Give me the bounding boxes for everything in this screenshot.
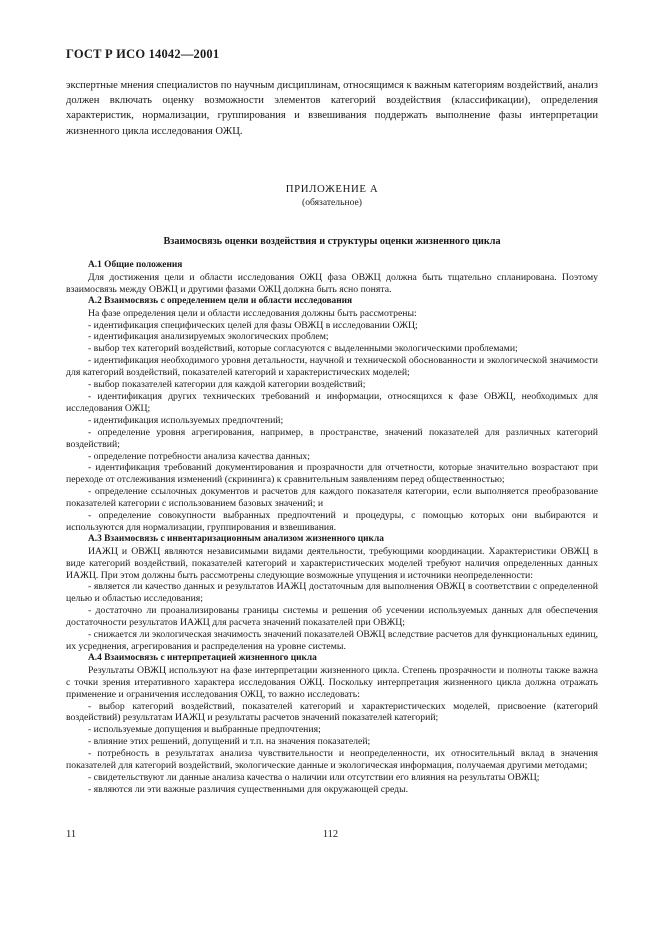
section-heading: А.2 Взаимосвязь с определением цели и области исследования [88,295,353,306]
list-item: - идентификация анализируемых экологических проблем; [88,331,329,343]
paragraph: ИАЖЦ и ОВЖЦ являются независимыми видами деятельности, требующими координации. Характеристики ОВЖЦ в виде категорий воздействий, показателей категорий и характеристических моделей требуют наличия определенных данных ИАЖЦ. При этом должны быть рассмотрены следующие возможные упущения и источники неопределенности: [66,545,598,581]
list-item: - определение уровня агрегирования, например, в пространстве, значений показателей для различных категорий воздействий; [66,426,598,450]
list-item: - являются ли эти важные различия существенными для окружающей среды. [88,783,409,795]
section-heading: А.1 Общие положения [88,260,183,270]
list-item: - определение потребности анализа качества данных; [88,450,310,462]
section-heading: А.4 Взаимосвязь с интерпретацией жизненного цикла [88,652,317,663]
footer-left-number: 11 [66,829,77,840]
page-number: 112 [322,829,339,840]
list-item: - достаточно ли проанализированы границы системы и решения об усечении используемых данных для обеспечения достаточности результатов ИАЖЦ для расчета значений показателей при ОВЖЦ; [66,605,598,629]
annex-block [66,183,598,209]
list-item: - влияние этих решений, допущений и т.п. на значения показателей; [88,736,371,748]
annex-status: (обязательное) [302,197,362,208]
list-item: - идентификация требований документирования и прозрачности для отчетности, которые значительно возрастают при переходе от отслеживания изменений (скрининга) к сравнительным заявлениям перед общественностью; [66,462,598,486]
section-heading: А.3 Взаимосвязь с инвентаризационным анализом жизненного цикла [88,533,384,544]
list-item: - идентификация других технических требований и информации, относящихся к фазе ОВЖЦ, необходимых для исследования ОЖЦ; [66,390,598,414]
list-item: - является ли качество данных и результатов ИАЖЦ достаточным для выполнения ОВЖЦ в соответствии с определенной целью и областью исследования; [66,581,598,605]
list-item: - выбор категорий воздействий, показателей категорий и характеристических моделей, присвоение (категорий воздействий) результатам ИАЖЦ и результаты расчетов значений показателей категорий; [66,700,598,724]
intro-paragraph: экспертные мнения специалистов по научным дисциплинам, относящимся к важным категориям воздействий, анализ должен включать оценку возможности элементов категорий воздействия (классификации), определения характеристик, нормализации, группирования и взвешивания поддержать выполнение фазы интерпретации жизненного цикла исследования ОЖЦ. [66,80,598,137]
paragraph: Результаты ОВЖЦ используют на фазе интерпретации жизненного цикла. Степень прозрачности и полноты также важна с точки зрения итеративного характера исследования ОЖЦ. Поскольку интерпретация жизненного цикла должна отражать применение и ограничения исследования ОЖЦ, то важно исследовать: [66,664,598,700]
paragraph: На фазе определения цели и области исследования должны быть рассмотрены: [88,307,417,319]
document-header: ГОСТ Р ИСО 14042—2001 [66,47,220,61]
annex-body [66,260,598,796]
list-item: - определение совокупности выбранных предпочтений и процедуры, с помощью которых они выбираются и используются для нормализации, группирования и взвешивания. [66,510,598,533]
list-item: - идентификация необходимого уровня детальности, научной и технической обоснованности и экологической значимости для категорий воздействий, показателей категорий и характеристических моделей; [66,355,598,379]
list-item: - используемые допущения и выбранные предпочтения; [88,724,321,736]
list-item: - потребность в результатах анализа чувствительности и неопределенности, их относительный вклад в значения показателей для категорий воздействий, экологические данные и экологическая информация, получаемая другими методами; [66,748,598,772]
annex-title: ПРИЛОЖЕНИЕ А [285,183,379,195]
list-item: - выбор тех категорий воздействий, которые согласуются с выделенными экологическими проблемами; [88,343,518,355]
list-item: - свидетельствуют ли данные анализа качества о наличии или отсутствии его влияния на результаты ОВЖЦ; [88,771,540,783]
list-item: - идентификация используемых предпочтений; [88,414,284,426]
list-item: - идентификация специфических целей для фазы ОВЖЦ в исследовании ОЖЦ; [88,319,418,331]
list-item: - выбор показателей категории для каждой категории воздействий; [88,379,366,391]
annex-heading: Взаимосвязь оценки воздействия и структуры оценки жизненного цикла [163,236,501,247]
list-item: - снижается ли экологическая значимость значений показателей ОВЖЦ вследствие расчетов для функциональных единиц, их усреднения, агрегирования и распределения на уровне системы. [66,629,599,652]
list-item: - определение ссылочных документов и расчетов для каждого показателя категории, если выполняется преобразование показателей категории с использованием базовых значений; и [66,486,598,510]
paragraph: Для достижения цели и области исследования ОЖЦ фаза ОВЖЦ должна быть тщательно спланирована. Поэтому взаимосвязь между ОВЖЦ и другими фазами ОЖЦ должна быть ясно понята. [66,271,598,295]
